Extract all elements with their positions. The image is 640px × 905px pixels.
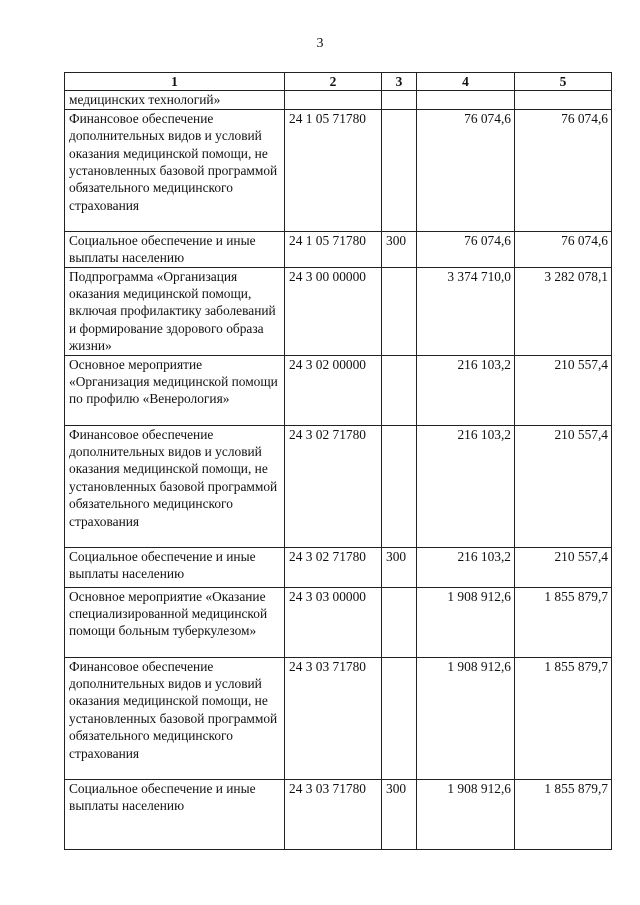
cell-amount-2: 210 557,4 bbox=[515, 547, 612, 587]
cell-name: медицинских технологий» bbox=[65, 91, 285, 109]
column-header-amount-2: 5 bbox=[515, 73, 612, 91]
cell-amount-2: 3 282 078,1 bbox=[515, 267, 612, 355]
cell-amount-2: 1 855 879,7 bbox=[515, 779, 612, 849]
cell-code: 24 3 00 00000 bbox=[285, 267, 382, 355]
cell-code: 24 1 05 71780 bbox=[285, 109, 382, 231]
table-header-row bbox=[65, 73, 612, 91]
table-row bbox=[65, 587, 612, 657]
cell-amount-1: 216 103,2 bbox=[417, 547, 515, 587]
cell-expense-type bbox=[382, 109, 417, 231]
cell-name: Основное мероприятие «Организация медицинской помощи по профилю «Венерология» bbox=[65, 355, 285, 425]
column-header-expense-type: 3 bbox=[382, 73, 417, 91]
cell-amount-1 bbox=[417, 91, 515, 109]
cell-name: Социальное обеспечение и иные выплаты населению bbox=[65, 779, 285, 849]
cell-expense-type: 300 bbox=[382, 231, 417, 267]
column-header-name: 1 bbox=[65, 73, 285, 91]
cell-amount-1: 3 374 710,0 bbox=[417, 267, 515, 355]
cell-code: 24 3 03 71780 bbox=[285, 657, 382, 779]
cell-code: 24 3 02 00000 bbox=[285, 355, 382, 425]
cell-expense-type bbox=[382, 425, 417, 547]
table-row bbox=[65, 109, 612, 231]
cell-expense-type bbox=[382, 657, 417, 779]
cell-amount-1: 76 074,6 bbox=[417, 231, 515, 267]
cell-name: Финансовое обеспечение дополнительных видов и условий оказания медицинской помощи, не установленных базовой программой обязательного медицинского страхования bbox=[65, 109, 285, 231]
cell-amount-2: 76 074,6 bbox=[515, 231, 612, 267]
cell-amount-1: 1 908 912,6 bbox=[417, 779, 515, 849]
cell-amount-2: 76 074,6 bbox=[515, 109, 612, 231]
table-row bbox=[65, 779, 612, 849]
cell-amount-2: 1 855 879,7 bbox=[515, 657, 612, 779]
cell-amount-1: 216 103,2 bbox=[417, 425, 515, 547]
cell-code: 24 3 03 00000 bbox=[285, 587, 382, 657]
cell-expense-type bbox=[382, 587, 417, 657]
cell-code: 24 3 02 71780 bbox=[285, 425, 382, 547]
cell-amount-2: 210 557,4 bbox=[515, 355, 612, 425]
cell-name: Основное мероприятие «Оказание специализированной медицинской помощи больным туберкулезом» bbox=[65, 587, 285, 657]
table-row bbox=[65, 267, 612, 355]
cell-name: Подпрограмма «Организация оказания медицинской помощи, включая профилактику заболеваний и формирование здорового образа жизни» bbox=[65, 267, 285, 355]
table-row bbox=[65, 657, 612, 779]
table-row bbox=[65, 547, 612, 587]
cell-code: 24 3 02 71780 bbox=[285, 547, 382, 587]
cell-amount-1: 1 908 912,6 bbox=[417, 587, 515, 657]
cell-expense-type: 300 bbox=[382, 547, 417, 587]
cell-expense-type bbox=[382, 267, 417, 355]
table-row bbox=[65, 231, 612, 267]
cell-expense-type bbox=[382, 91, 417, 109]
cell-amount-2 bbox=[515, 91, 612, 109]
cell-code: 24 3 03 71780 bbox=[285, 779, 382, 849]
table-row bbox=[65, 355, 612, 425]
cell-amount-2: 210 557,4 bbox=[515, 425, 612, 547]
cell-code bbox=[285, 91, 382, 109]
cell-code: 24 1 05 71780 bbox=[285, 231, 382, 267]
column-header-code: 2 bbox=[285, 73, 382, 91]
table-row bbox=[65, 91, 612, 109]
column-header-amount-1: 4 bbox=[417, 73, 515, 91]
cell-expense-type bbox=[382, 355, 417, 425]
cell-expense-type: 300 bbox=[382, 779, 417, 849]
cell-amount-1: 76 074,6 bbox=[417, 109, 515, 231]
cell-amount-1: 1 908 912,6 bbox=[417, 657, 515, 779]
cell-name: Финансовое обеспечение дополнительных видов и условий оказания медицинской помощи, не установленных базовой программой обязательного медицинского страхования bbox=[65, 657, 285, 779]
budget-table bbox=[64, 72, 612, 850]
cell-amount-1: 216 103,2 bbox=[417, 355, 515, 425]
cell-name: Социальное обеспечение и иные выплаты населению bbox=[65, 547, 285, 587]
table-row bbox=[65, 425, 612, 547]
cell-name: Социальное обеспечение и иные выплаты населению bbox=[65, 231, 285, 267]
cell-amount-2: 1 855 879,7 bbox=[515, 587, 612, 657]
cell-name: Финансовое обеспечение дополнительных видов и условий оказания медицинской помощи, не установленных базовой программой обязательного медицинского страхования bbox=[65, 425, 285, 547]
page-number: 3 bbox=[316, 36, 324, 51]
